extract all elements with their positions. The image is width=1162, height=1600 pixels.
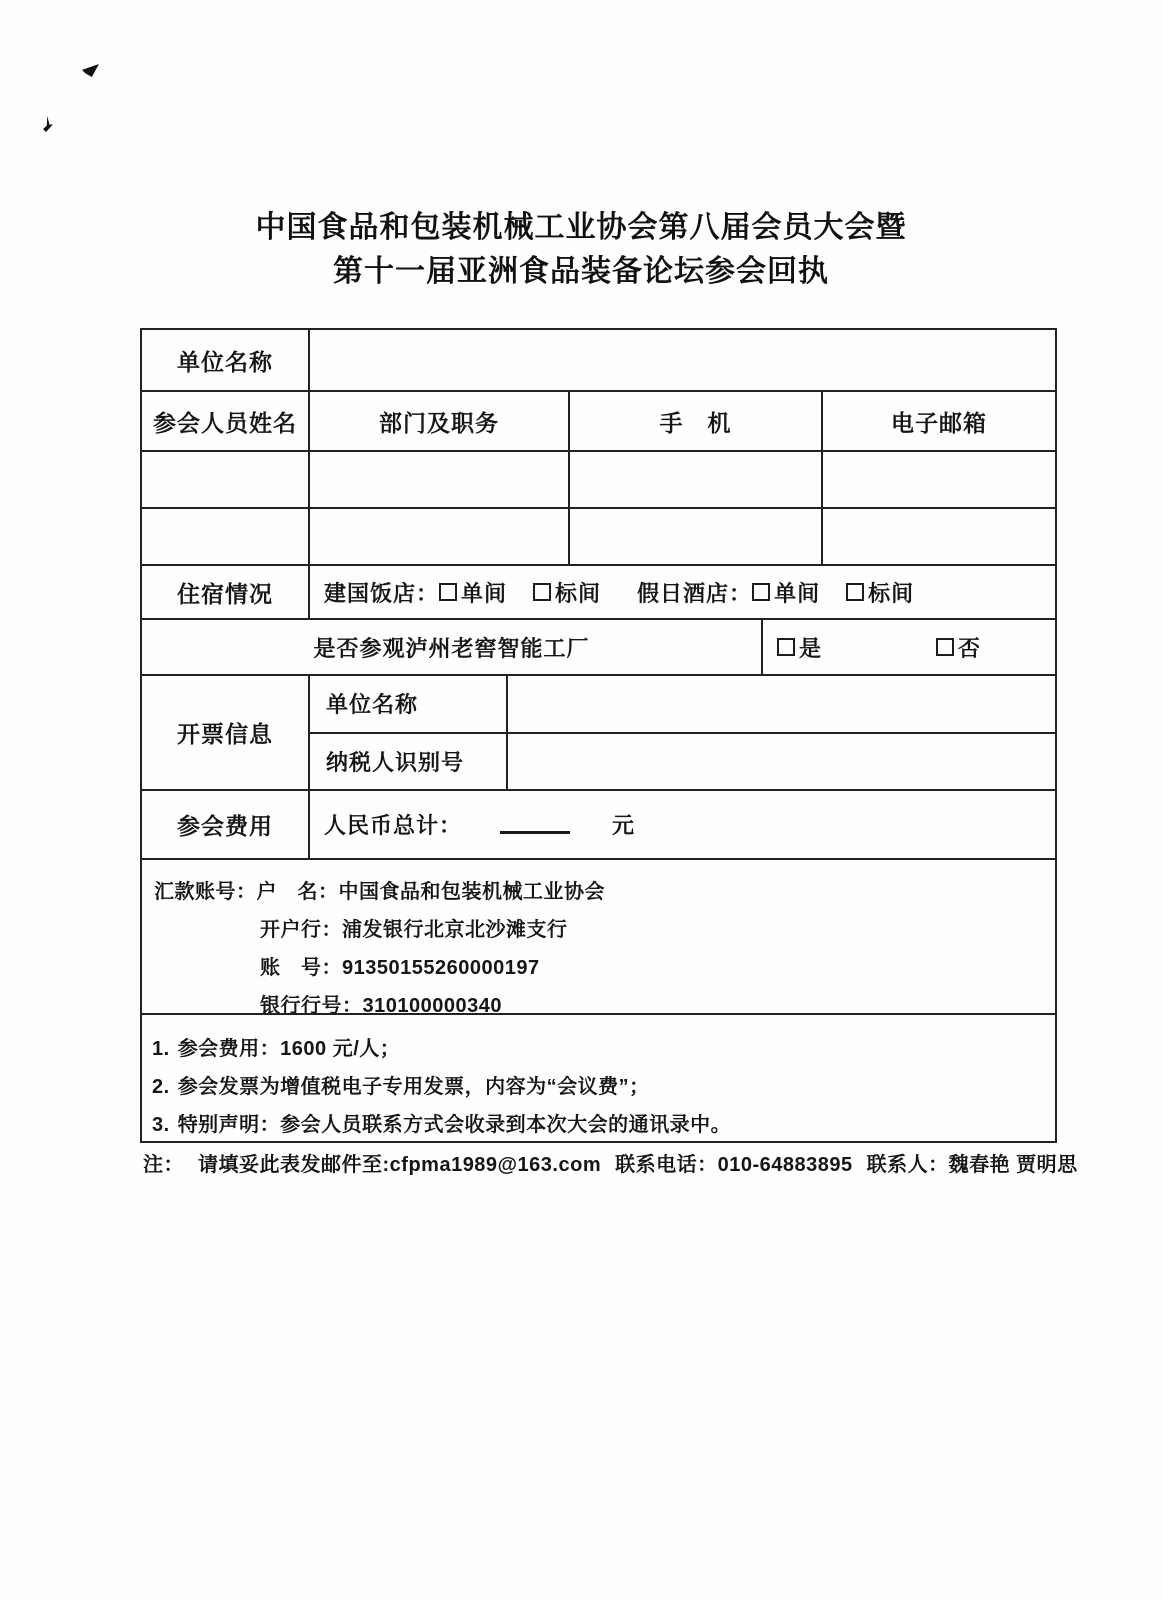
ink-speck-1: [82, 64, 99, 77]
fee-content: [310, 791, 1055, 858]
factory-visit-question: 是否参观泸州老窖智能工厂: [142, 620, 763, 674]
attendee-2-mobile-cell[interactable]: [570, 509, 823, 564]
checkbox-holiday-single-room[interactable]: [752, 583, 770, 601]
fee-prefix: 人民币总计：: [324, 813, 463, 838]
page-title: [0, 206, 1162, 294]
remittance-row: [142, 860, 1055, 1015]
checkbox-visit-no[interactable]: [936, 638, 954, 656]
invoice-info-label: 开票信息: [142, 676, 310, 789]
footer-note: [143, 1148, 1078, 1177]
attendee-1-name-cell[interactable]: [142, 452, 310, 507]
attendee-row-1: [142, 452, 1055, 509]
invoice-subtable: [310, 676, 1055, 789]
header-mobile: 手 机: [570, 392, 823, 450]
footer-phone: 联系电话：010-64883895: [615, 1154, 853, 1176]
header-attendee-name: 参会人员姓名: [142, 392, 310, 450]
page-title-line1: 中国食品和包装机械工业协会第八届会员大会暨: [255, 211, 907, 244]
note-2-text: 参会发票为增值税电子专用发票，内容为“会议费”；: [177, 1076, 650, 1098]
visit-yes-label: 是: [799, 635, 823, 661]
checkbox-holiday-standard-room[interactable]: [846, 583, 864, 601]
attendee-1-email-cell[interactable]: [823, 452, 1055, 507]
account-number-key: 账 号：: [260, 957, 342, 979]
checkbox-visit-yes[interactable]: [777, 638, 795, 656]
jianguo-single-label: 单间: [461, 580, 508, 606]
accommodation-options: [310, 566, 1055, 618]
accommodation-label: 住宿情况: [142, 566, 310, 618]
attendee-row-2: [142, 509, 1055, 566]
hotel2-label: 假日酒店：: [637, 580, 753, 606]
unit-name-label: 单位名称: [142, 330, 310, 390]
bank-code-key: 银行行号：: [260, 995, 363, 1017]
unit-name-value-cell[interactable]: [310, 330, 1055, 390]
jianguo-standard-label: 标间: [555, 580, 602, 606]
footer-contacts: 联系人：魏春艳 贾明思: [866, 1154, 1078, 1176]
holiday-standard-label: 标间: [868, 580, 915, 606]
invoice-tax-id-row: [310, 734, 1055, 790]
invoice-info-row: [142, 676, 1055, 791]
invoice-unit-name-row: [310, 676, 1055, 734]
visit-no-label: 否: [957, 635, 981, 661]
invoice-unit-name-label: 单位名称: [310, 676, 508, 732]
footer-prefix: 注：: [143, 1154, 184, 1176]
registration-form-table: [140, 328, 1057, 1143]
account-name-value: 中国食品和包装机械工业协会: [338, 881, 605, 903]
remittance-line-1: [154, 873, 1045, 911]
remittance-line-3: [260, 949, 1045, 987]
factory-visit-row: [142, 620, 1055, 676]
invoice-unit-name-value-cell[interactable]: [508, 676, 1055, 732]
bank-branch-value: 浦发银行北京北沙滩支行: [342, 919, 568, 941]
attendee-1-mobile-cell[interactable]: [570, 452, 823, 507]
header-email: 电子邮箱: [891, 409, 987, 436]
notes-row: [142, 1015, 1055, 1141]
account-name-key: 户 名：: [256, 881, 339, 903]
invoice-tax-id-label: 纳税人识别号: [310, 734, 508, 790]
note-3-text: 特别声明：参会人员联系方式会收录到本次大会的通讯录中。: [177, 1114, 732, 1136]
unit-name-row: [142, 330, 1055, 392]
note-1-text: 参会费用：1600 元/人；: [177, 1038, 401, 1060]
fee-amount-blank[interactable]: [500, 816, 570, 834]
footer-email-instruction: 请填妥此表发邮件至:cfpma1989@163.com: [198, 1154, 602, 1176]
visit-no-option: [936, 632, 981, 663]
checkbox-jianguo-standard-room[interactable]: [533, 583, 551, 601]
factory-visit-options: [763, 620, 1055, 674]
note-3-number: 3.: [152, 1114, 170, 1136]
attendee-2-email-cell[interactable]: [823, 509, 1055, 564]
note-1-number: 1.: [152, 1038, 170, 1060]
page-title-line2: 第十一届亚洲食品装备论坛参会回执: [333, 255, 829, 288]
note-line-1: [152, 1030, 1045, 1068]
attendee-2-dept-cell[interactable]: [310, 509, 570, 564]
fee-label: 参会费用: [142, 791, 310, 858]
visit-yes-option: [777, 632, 822, 663]
note-line-2: [152, 1068, 1045, 1106]
note-2-number: 2.: [152, 1076, 170, 1098]
checkbox-jianguo-single-room[interactable]: [439, 583, 457, 601]
bank-code-value: 310100000340: [362, 995, 502, 1017]
fee-suffix: 元: [612, 813, 636, 838]
attendee-header-row: [142, 392, 1055, 452]
header-dept-title: 部门及职务: [310, 392, 570, 450]
remittance-block: [142, 860, 1055, 1017]
holiday-single-label: 单间: [774, 580, 821, 606]
hotel1-label: 建国饭店：: [324, 580, 440, 606]
note-line-3: [152, 1106, 1045, 1144]
attendee-1-dept-cell[interactable]: [310, 452, 570, 507]
account-number-value: 91350155260000197: [342, 957, 540, 979]
fee-row: [142, 791, 1055, 860]
bank-branch-key: 开户行：: [260, 919, 342, 941]
ink-speck-2: [43, 116, 53, 132]
notes-block: [142, 1015, 1055, 1141]
remittance-line-2: [260, 911, 1045, 949]
attendee-2-name-cell[interactable]: [142, 509, 310, 564]
invoice-tax-id-value-cell[interactable]: [508, 734, 1055, 790]
accommodation-row: [142, 566, 1055, 620]
remittance-label: 汇款账号：: [154, 881, 257, 903]
